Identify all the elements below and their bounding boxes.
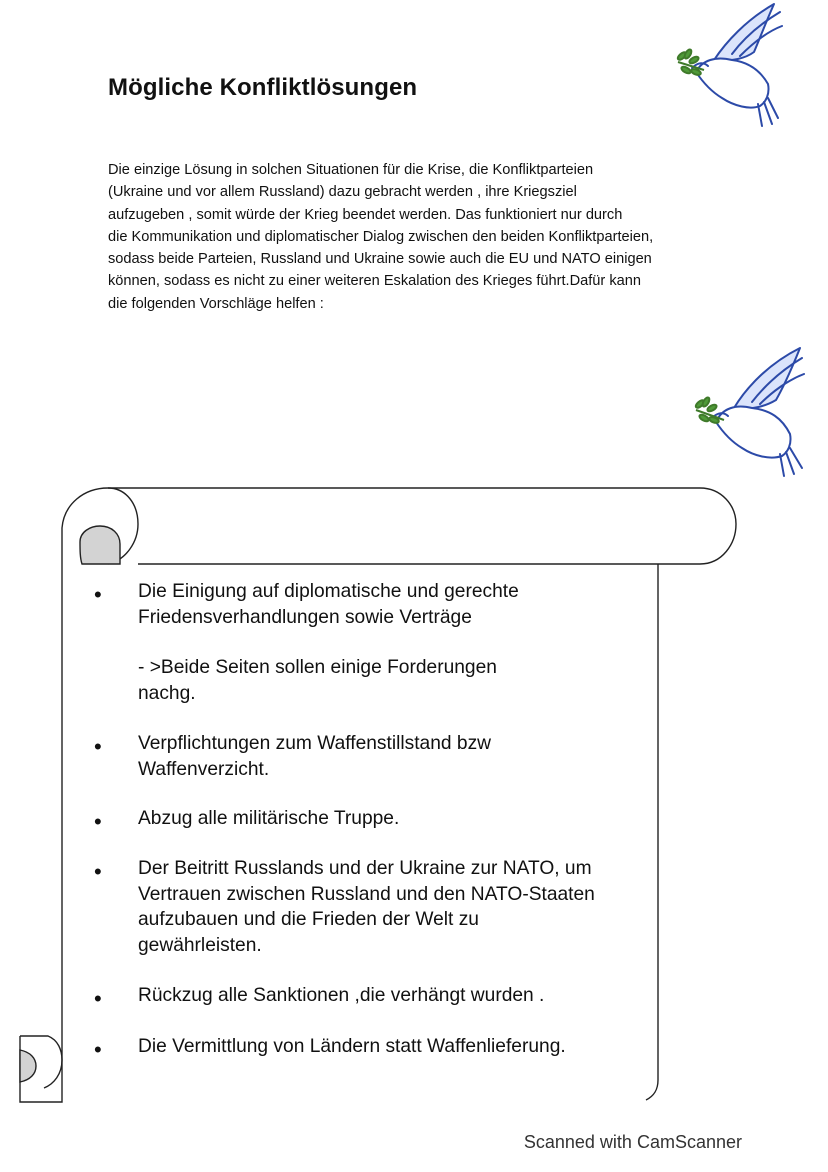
bullet-marker: • (94, 734, 102, 759)
dove-icon (674, 2, 786, 130)
list-item: Der Beitritt Russlands und der Ukraine zur NATO, um Vertrauen zwischen Russland und den NATO-Staaten aufzubauen und die Frieden der Welt zu gewährleisten. (138, 858, 595, 956)
list-item: - >Beide Seiten sollen einige Forderungen nachg. (138, 657, 497, 704)
bullet-marker: • (94, 986, 102, 1011)
bullet-marker: • (94, 809, 102, 834)
bullet-marker: • (94, 582, 102, 607)
intro-paragraph: Die einzige Lösung in solchen Situationen für die Krise, die Konfliktparteien (Ukraine und vor allem Russland) dazu gebracht werden , ihre Kriegsziel aufzugeben , somit würde der Krieg beendet werden. Das funktioniert nur durch die Kommunikation und diplomatischer Dialog zwischen den beiden Konfliktparteien, sodass beide Parteien, Russland und Ukraine sowie auch die EU und NATO einigen können, sodass es nicht zu einer weiteren Eskalation des Krieges führt.Dafür kann die folgenden Vorschläge helfen : (108, 162, 654, 312)
scanner-watermark: Scanned with CamScanner (523, 1132, 742, 1152)
bullet-marker: • (94, 859, 102, 884)
list-item: Die Vermittlung von Ländern statt Waffenlieferung. (138, 1036, 566, 1057)
bullet-marker: • (94, 1037, 102, 1062)
page-title: Mögliche Konfliktlösungen (108, 74, 418, 101)
list-item: Abzug alle militärische Truppe. (138, 808, 400, 829)
scroll-frame (0, 480, 760, 1120)
list-item: Die Einigung auf diplomatische und gerechte Friedensverhandlungen sowie Verträge (138, 581, 519, 628)
list-item: Rückzug alle Sanktionen ,die verhängt wurden . (138, 985, 545, 1006)
list-item: Verpflichtungen zum Waffenstillstand bzw Waffenverzicht. (138, 733, 492, 780)
dove-icon (690, 346, 806, 480)
